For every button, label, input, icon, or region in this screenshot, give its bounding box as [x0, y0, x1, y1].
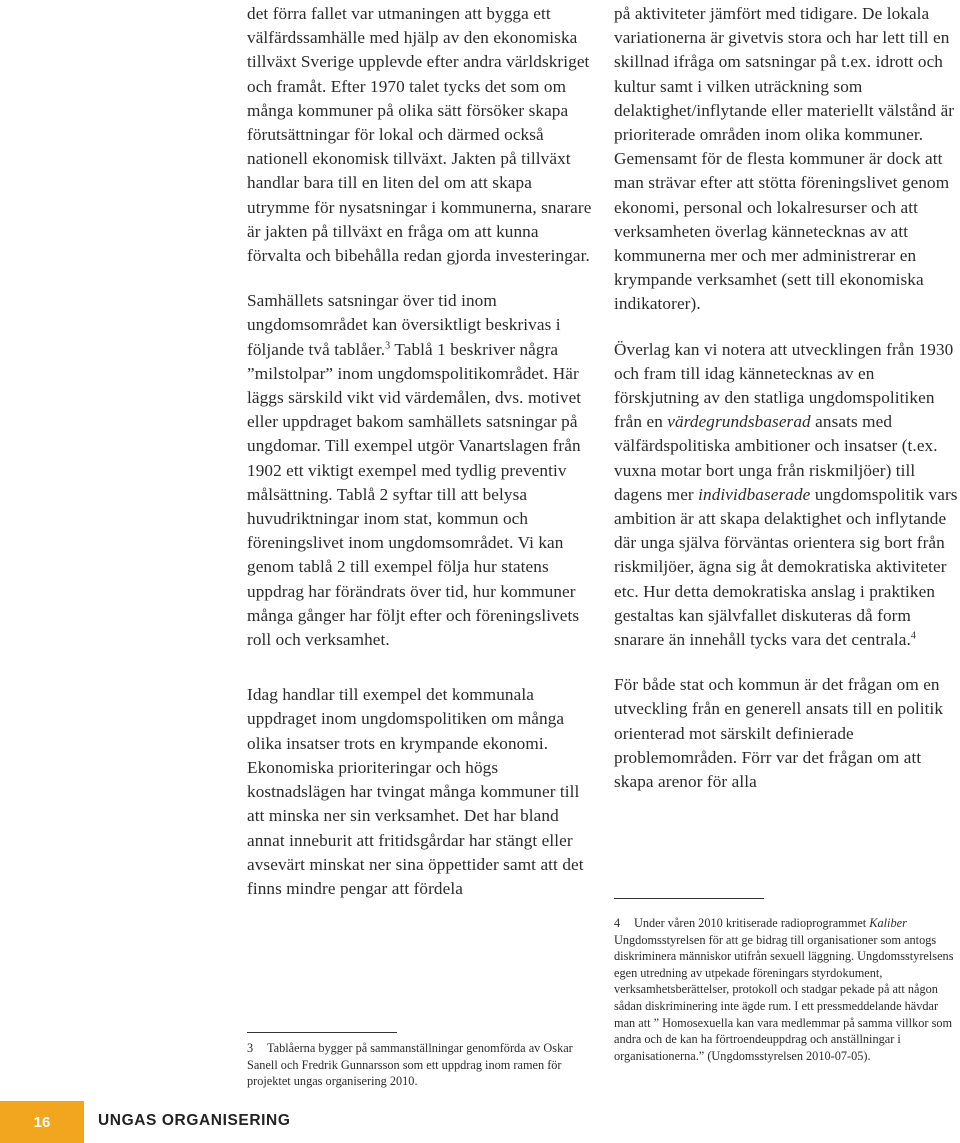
left-paragraph-2: [247, 289, 592, 652]
term-individbaserade: individbaserade: [698, 484, 811, 504]
right-paragraph-2: [614, 338, 960, 653]
right-paragraph-3: För både stat och kommun är det frågan om en utveckling från en generell ansats till en politik orienterad mot särskilt definierade problemområden. Förr var det frågan om att skapa arenor för alla: [614, 675, 944, 792]
right-paragraph-2-c: ungdomspolitik vars ambition är att skapa delaktighet och inflytande där unga själva förväntas orientera sig bort från riskmiljöer, ägna sig åt demokratiska aktiviteter etc. Hur detta demokratiska anslag i praktiken gestaltas kan självfallet diskuteras då form snarare än innehåll tycks vara det centrala.: [614, 484, 958, 650]
page-number-badge: 16: [0, 1101, 84, 1143]
left-paragraph-2-rest: Tablå 1 beskriver några ”milstolpar” inom ungdomspolitikområdet. Här läggs särskild vikt vid värdemålen, dvs. motivet eller uppdraget bakom samhällets satsningar på ungdomar. Till exempel utgör Vanartslagen från 1902 ett viktigt exempel med tydlig preventiv målsättning. Tablå 2 syftar till att belysa huvudriktningar inom stat, kommun och föreningslivet inom ungdomsområdet. Vi kan genom tablå 2 till exempel följa hur statens uppdrag har förändrats över tid, hur kommuner många gånger har följt efter och föreningslivets roll och verksamhet.: [247, 339, 582, 650]
right-column: [614, 2, 960, 794]
footnote-4-number: 4: [614, 916, 621, 930]
left-paragraph-1: det förra fallet var utmaningen att bygga ett välfärdssamhälle med hjälp av den ekonomiska tillväxt Sverige upplevde efter andra världskriget och framåt. Efter 1970 talet tycks det som om många kommuner på olika sätt försöker skapa förutsättningar för lokal och därmed också nationell ekonomisk tillväxt. Jakten på tillväxt handlar bara till en liten del om att skapa utrymme för nysatsningar i kommunerna, snarare är jakten på tillväxt en fråga om att kunna förvalta och bibehålla redan gjorda investeringar.: [247, 4, 592, 266]
footnote-ref-4: 4: [910, 630, 917, 642]
left-column: [247, 2, 592, 901]
footnote-3-text: Tablåerna bygger på sammanställningar genomförda av Oskar Sanell och Fredrik Gunnarsson som ett uppdrag inom ramen för projektet ungas organisering 2010.: [247, 1041, 573, 1089]
left-paragraph-2-start: Samhällets satsningar över tid inom ungdomsområdet kan översiktligt beskrivas i följande två tablåer.: [247, 291, 561, 359]
footnote-ref-3: 3: [385, 339, 391, 351]
footnote-4-text-a: Under våren 2010 kritiserade radioprogrammet: [634, 916, 867, 930]
footnote-3-number: 3: [247, 1041, 254, 1055]
footnote-4-rule: [614, 898, 764, 899]
term-vardegrundsbaserad: värdegrundsbaserad: [667, 412, 811, 432]
footnote-3-rule: [247, 1032, 397, 1033]
footnote-4: [614, 915, 960, 1064]
footnote-4-program-name: Kaliber: [869, 916, 907, 930]
publication-title: UNGAS ORGANISERING: [98, 1112, 291, 1129]
left-paragraph-3: Idag handlar till exempel det kommunala uppdraget inom ungdomspolitiken om många olika insatser trots en krympande ekonomi. Ekonomiska prioriteringar och högs kostnadslägen har tvingat många kommuner till att minska ner sin verksamhet. Det har bland annat inneburit att fritidsgårdar har stängt eller avsevärt minskat ner sina öppettider samt att det finns mindre pengar att fördela: [247, 685, 584, 898]
footnote-4-text-b: Ungdomsstyrelsen för att ge bidrag till organisationer som antogs diskriminera människor utifrån sexuell läggning. Ungdomsstyrelsens egen utredning av utpekade föreningars styrdokument, verksamhetsberättelser, protokoll och stadgar pekade på att någon sådan diskriminering inte ägde rum. I ett pressmeddelande hävdar man att ” Homosexuella kan vara medlemmar på samma villkor som andra och de kan ha förtroendeuppdrag och anställningar i organisationerna.” (Ungdomsstyrelsen 2010-07-05).: [614, 932, 954, 1063]
right-paragraph-2-b: ansats med välfärdspolitiska ambitioner och insatser (t.ex. vuxna motar bort unga från riskmiljöer) till dagens mer: [614, 412, 938, 504]
right-paragraph-2-a: Överlag kan vi notera att utvecklingen från 1930 och fram till idag kännetecknas av en förskjutning av den statliga ungdomspolitiken från en: [614, 339, 954, 432]
footnote-3: [247, 1040, 592, 1090]
right-paragraph-1: på aktiviteter jämfört med tidigare. De lokala variationerna är givetvis stora och har lett till en skillnad ifråga om satsningar på t.ex. idrott och kultur samt i vilken uträckning som delaktighet/inflytande eller materiellt välstånd är prioriterade områden inom olika kommuner. Gemensamt för de flesta kommuner är dock att man strävar efter att stötta föreningslivet genom ekonomi, personal och lokalresurser och att verksamheten överlag kännetecknas av att kommunerna mer och mer administrerar en krympande verksamhet (sett till ekonomiska indikatorer).: [614, 4, 955, 314]
